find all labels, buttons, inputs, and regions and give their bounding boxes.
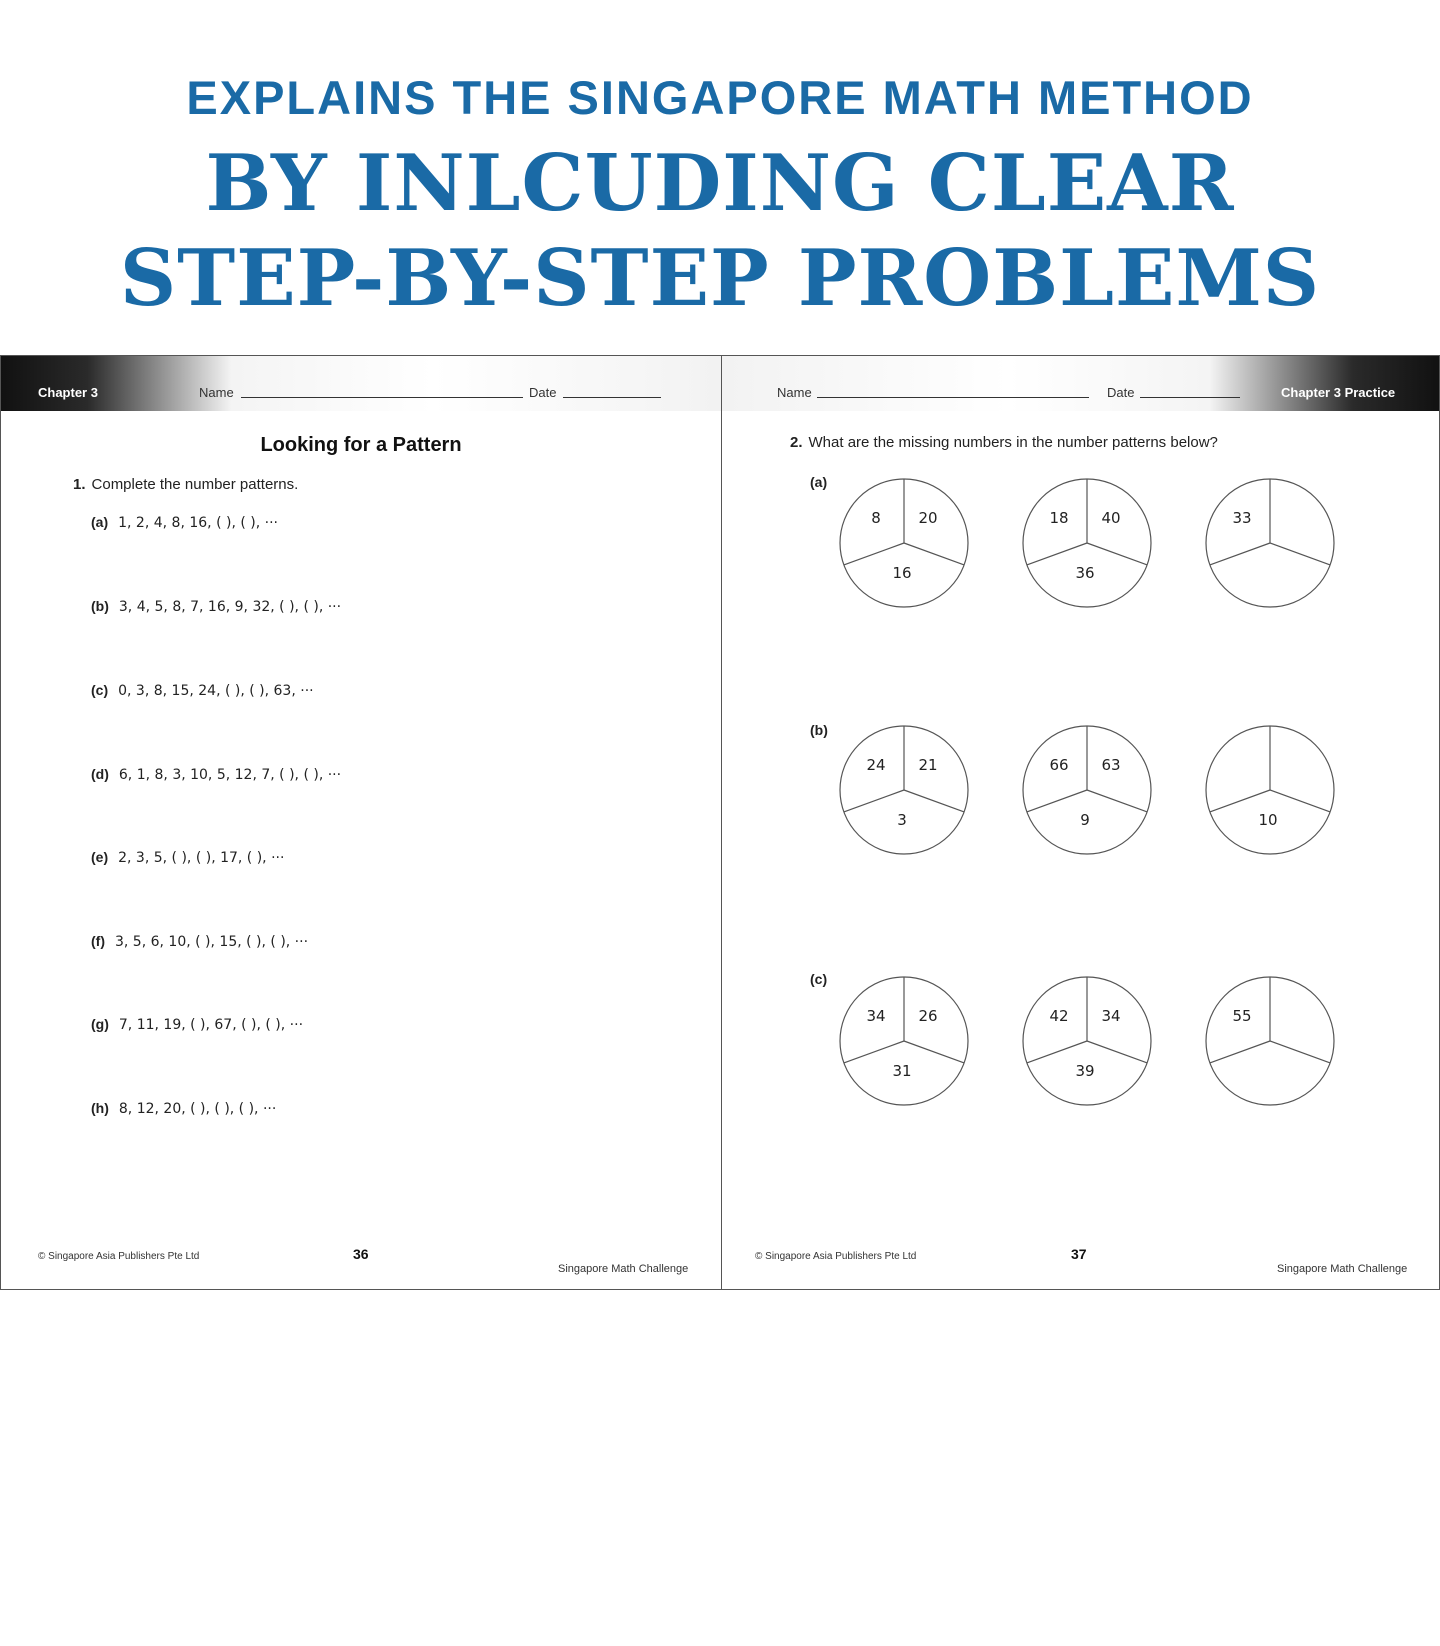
right-header-bar: [722, 356, 1439, 411]
circle-diagram: [1021, 724, 1153, 856]
circle-number: 33: [1232, 509, 1252, 527]
part-letter: (b): [810, 722, 828, 738]
date-label: Date: [1107, 385, 1135, 400]
circle-number: 9: [1080, 811, 1090, 829]
circle-diagram: [1204, 724, 1336, 856]
left-header-bar: [1, 356, 721, 411]
part-letter: (c): [810, 971, 828, 987]
circle-number: 26: [918, 1007, 938, 1025]
circle-diagram: [838, 975, 970, 1107]
copyright-text: © Singapore Asia Publishers Pte Ltd: [38, 1251, 200, 1262]
circle-number: 10: [1258, 811, 1278, 829]
circle-number: 3: [897, 811, 907, 829]
section-title: Looking for a Pattern: [260, 434, 462, 456]
name-label: Name: [199, 385, 234, 400]
pattern-row: (d) 6, 1, 8, 3, 10, 5, 12, 7, ( ), ( ), ···: [91, 766, 342, 783]
name-line: [241, 397, 523, 398]
name-label: Name: [777, 385, 812, 400]
left-page: [1, 356, 722, 1289]
copyright-text: © Singapore Asia Publishers Pte Ltd: [755, 1251, 917, 1262]
pattern-row: (h) 8, 12, 20, ( ), ( ), ( ), ···: [91, 1100, 277, 1117]
question-text: Complete the number patterns.: [91, 476, 299, 493]
circle-number: 31: [892, 1062, 912, 1080]
page-number: 36: [353, 1246, 369, 1262]
question-number: 1.: [73, 476, 86, 493]
circle-diagram: [838, 477, 970, 609]
circle-number: 24: [866, 756, 886, 774]
circle-number: 39: [1075, 1062, 1095, 1080]
circle-number: 63: [1101, 756, 1121, 774]
pattern-row: (a) 1, 2, 4, 8, 16, ( ), ( ), ···: [91, 514, 278, 531]
banner: [0, 0, 1440, 350]
circle-number: 16: [892, 564, 912, 582]
circle-diagram: [838, 724, 970, 856]
circle-diagram: [1204, 477, 1336, 609]
circle-number: 34: [1101, 1007, 1121, 1025]
circle-diagram: [1021, 975, 1153, 1107]
pattern-row: (c) 0, 3, 8, 15, 24, ( ), ( ), 63, ···: [91, 682, 314, 699]
right-page: [722, 356, 1439, 1289]
headline-line-1: BY INLCUDING CLEAR: [205, 138, 1235, 229]
pattern-row: (f) 3, 5, 6, 10, ( ), 15, ( ), ( ), ···: [91, 933, 309, 950]
circle-number: 21: [918, 756, 938, 774]
circle-number: 8: [871, 509, 881, 527]
headline-subtitle: EXPLAINS THE SINGAPORE MATH METHOD: [186, 71, 1254, 124]
date-line: [1140, 397, 1240, 398]
book-title: Singapore Math Challenge: [558, 1263, 689, 1275]
circle-diagram: [1204, 975, 1336, 1107]
date-label: Date: [529, 385, 557, 400]
circle-diagram: [1021, 477, 1153, 609]
chapter-label: Chapter 3: [38, 385, 98, 400]
pattern-row: (g) 7, 11, 19, ( ), 67, ( ), ( ), ···: [91, 1016, 304, 1033]
question-1: [73, 476, 298, 493]
circle-number: 18: [1049, 509, 1069, 527]
circle-number: 66: [1049, 756, 1069, 774]
book-spread: [0, 355, 1440, 1290]
circle-number: 40: [1101, 509, 1121, 527]
part-letter: (a): [810, 474, 828, 490]
name-line: [817, 397, 1089, 398]
circle-number: 34: [866, 1007, 886, 1025]
pattern-row: (e) 2, 3, 5, ( ), ( ), 17, ( ), ···: [91, 849, 285, 866]
date-line: [563, 397, 661, 398]
circle-number: 55: [1232, 1007, 1252, 1025]
circle-number: 42: [1049, 1007, 1069, 1025]
question-number: 2.: [790, 434, 803, 451]
question-text: What are the missing numbers in the number patterns below?: [808, 434, 1218, 451]
circle-number: 20: [918, 509, 938, 527]
circle-number: 36: [1075, 564, 1095, 582]
page-number: 37: [1071, 1246, 1087, 1262]
headline-line-2: STEP-BY-STEP PROBLEMS: [119, 233, 1321, 324]
question-2: [790, 434, 1218, 451]
pattern-row: (b) 3, 4, 5, 8, 7, 16, 9, 32, ( ), ( ), ···: [91, 598, 342, 615]
chapter-practice-label: Chapter 3 Practice: [1281, 385, 1396, 400]
book-title: Singapore Math Challenge: [1277, 1263, 1408, 1275]
